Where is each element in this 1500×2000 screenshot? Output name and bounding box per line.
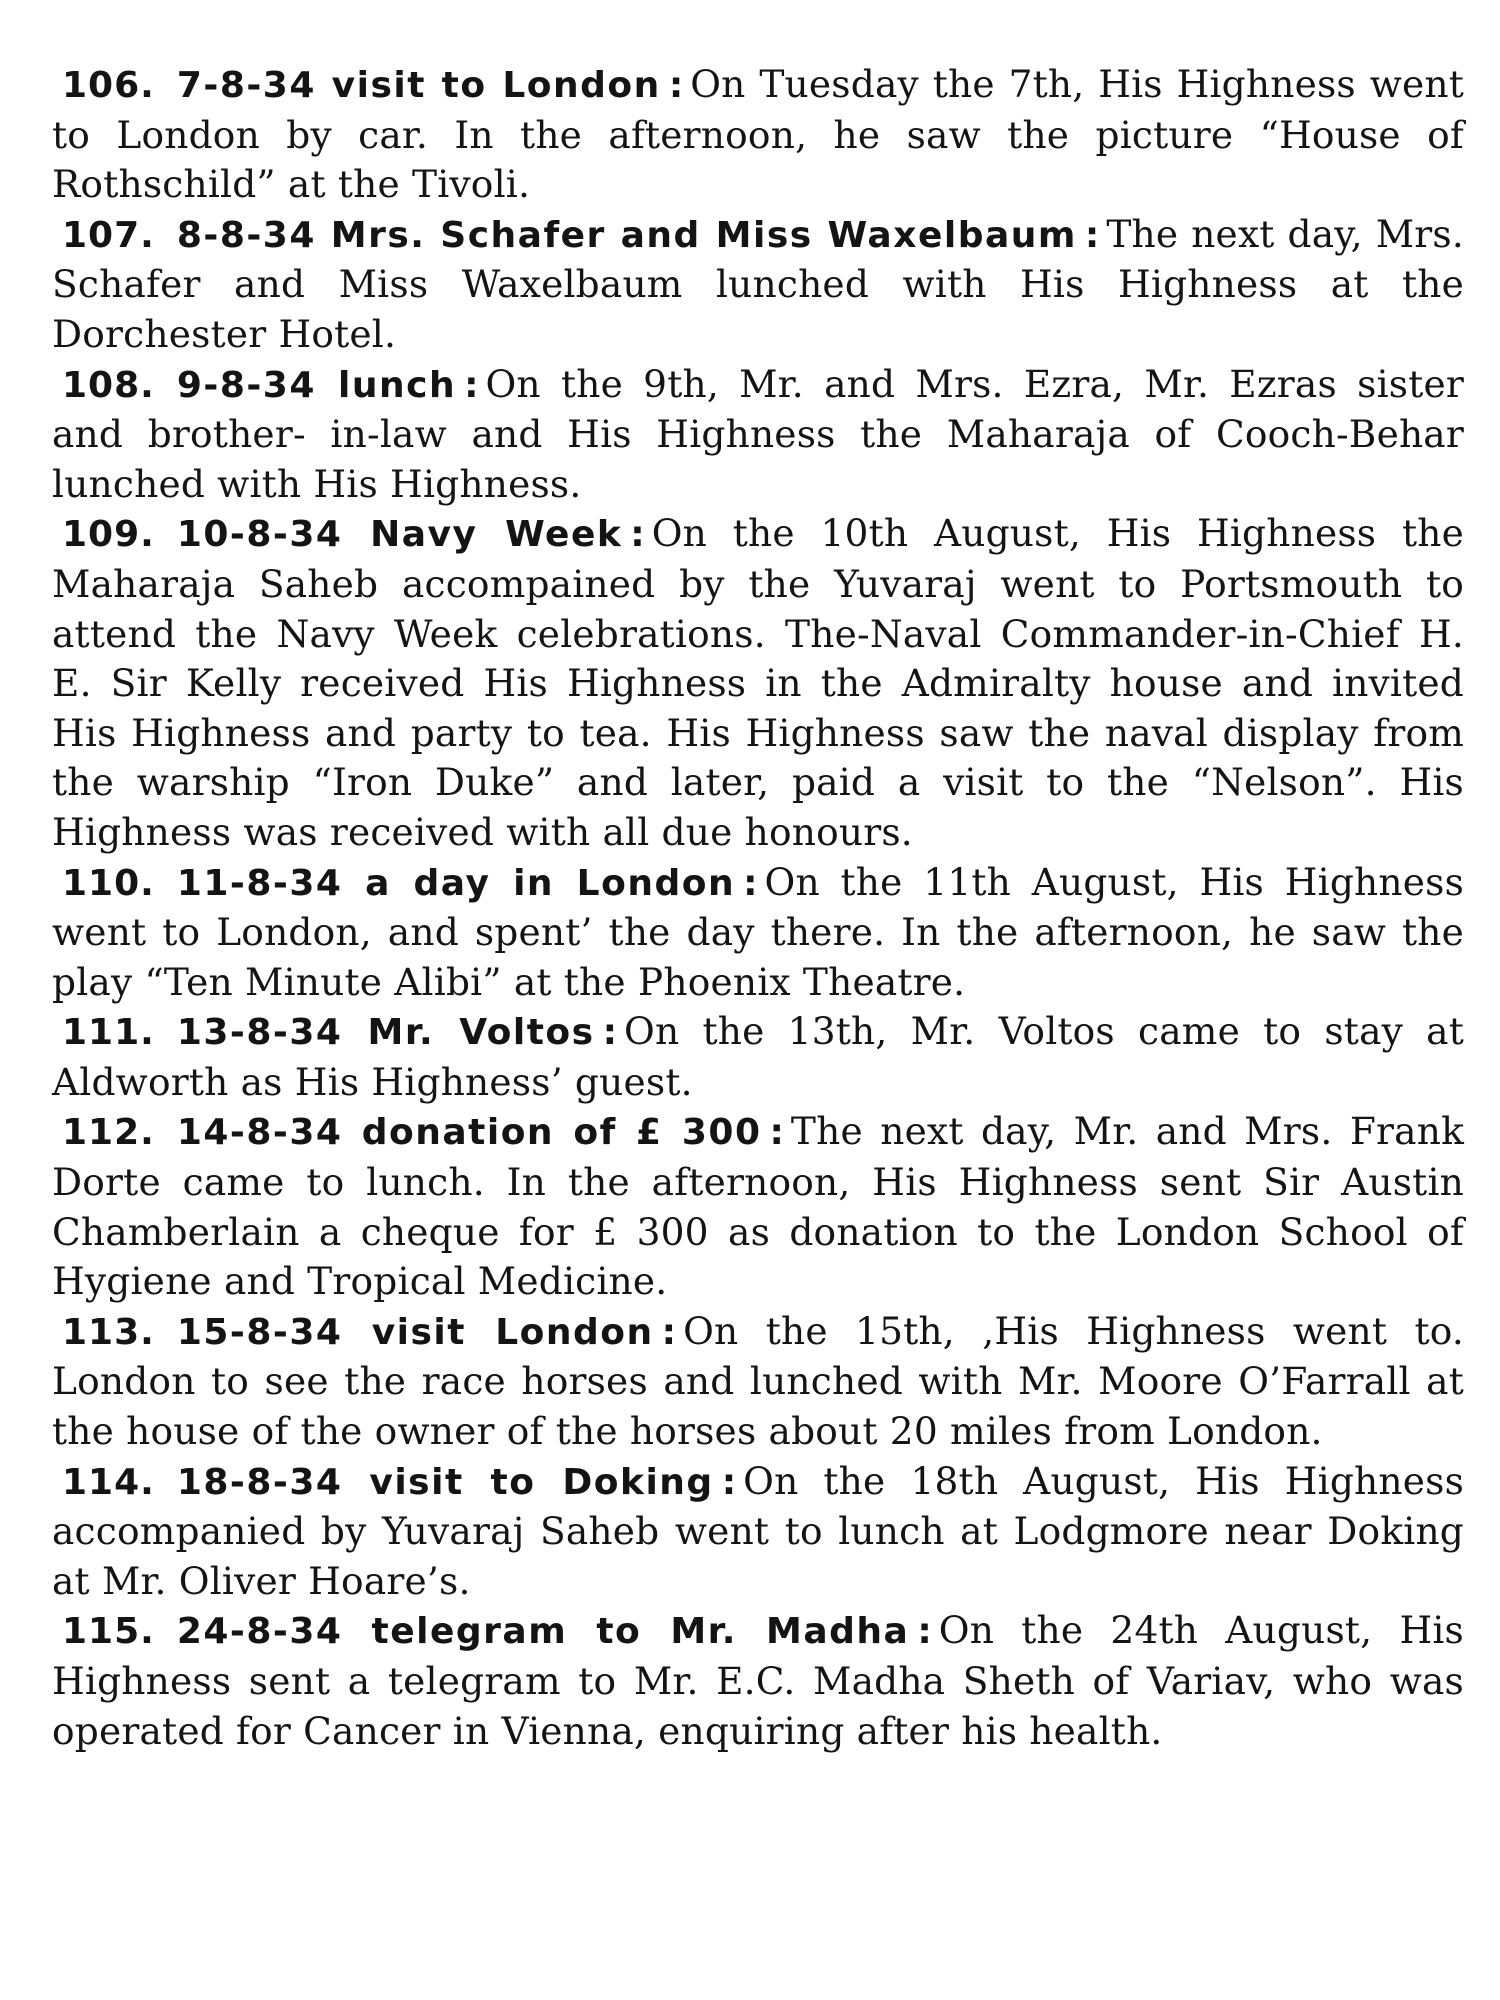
entry-number: 110.: [62, 862, 155, 904]
entry-heading: [52, 1112, 791, 1153]
entry-number: 106.: [62, 65, 155, 106]
entry-109: [52, 509, 1464, 857]
entry-115: [52, 1606, 1464, 1756]
entry-heading: [52, 863, 765, 904]
entry-number: 113.: [62, 1311, 155, 1353]
entry-text: On the 11th August, His Highness went to London, and spent’ the day there. In the afternoon, he saw the play “Ten Minute Alibi” at the Phoenix Theatre.: [52, 859, 1465, 1004]
entry-heading: [52, 215, 1106, 256]
entry-separator: :: [721, 1461, 738, 1503]
entry-text: On the 13th, Mr. Voltos came to stay at Aldworth as His Highness’ guest.: [52, 1009, 1465, 1104]
entry-text: On the 18th August, His Highness accompanied by Yuvaraj Saheb went to lunch at Lodgmore near Doking at Mr. Oliver Hoare’s.: [52, 1458, 1465, 1603]
entry-106: [52, 60, 1464, 210]
entry-heading: [52, 514, 652, 555]
entry-separator: :: [917, 1611, 933, 1653]
entry-number: 109.: [62, 514, 155, 556]
entry-title: 9-8-34 lunch: [176, 364, 457, 406]
entry-number: 111.: [62, 1012, 155, 1054]
entry-text: On the 15th, ,His Highness went to. London to see the race horses and lunched with Mr. Moore O’Farrall at the house of the owner of the horses about 20 miles from London.: [52, 1308, 1464, 1454]
entry-separator: :: [602, 1012, 618, 1054]
entry-title: 13-8-34 Mr. Voltos: [176, 1012, 595, 1054]
entry-heading: [52, 365, 485, 406]
entry-title: 14-8-34 donation of £ 300: [176, 1112, 762, 1154]
entry-heading: [52, 1611, 939, 1652]
entry-title: 8-8-34 Mrs. Schafer and Miss Waxelbaum: [176, 214, 1077, 256]
entry-number: 112.: [62, 1112, 155, 1154]
entry-title: 15-8-34 visit London: [176, 1311, 654, 1353]
entry-heading: [52, 1312, 683, 1353]
entry-separator: :: [769, 1112, 785, 1154]
entry-separator: :: [668, 65, 685, 106]
entry-108: [52, 360, 1464, 510]
entry-title: 7-8-34 visit to London: [176, 65, 661, 106]
entry-111: [52, 1007, 1464, 1107]
entry-107: [52, 210, 1464, 360]
entry-number: 114.: [62, 1461, 155, 1503]
entry-separator: :: [1084, 214, 1101, 256]
entry-number: 115.: [62, 1611, 155, 1653]
entry-number: 108.: [62, 364, 155, 406]
entry-title: 10-8-34 Navy Week: [176, 514, 623, 556]
entry-separator: :: [630, 514, 646, 556]
entry-number: 107.: [62, 214, 155, 256]
entry-heading: [52, 1462, 743, 1503]
entry-title: 18-8-34 visit to Doking: [176, 1461, 714, 1503]
entry-text: On Tuesday the 7th, His Highness went to London by car. In the afternoon, he saw the picture “House of Rothschild” at the Tivoli.: [52, 62, 1465, 207]
entry-heading: [52, 65, 690, 106]
entry-text: On the 9th, Mr. and Mrs. Ezra, Mr. Ezras sister and brother- in-law and His Highness the Maharaja of Cooch-Behar lunched with His Highness.: [52, 361, 1464, 506]
entry-text: On the 24th August, His Highness sent a telegram to Mr. E.C. Madha Sheth of Variav, who was operated for Cancer in Vienna, enquiring after his health.: [52, 1608, 1465, 1753]
entry-114: [52, 1457, 1464, 1607]
entry-text: The next day, Mr. and Mrs. Frank Dorte came to lunch. In the afternoon, His Highness sent Sir Austin Chamberlain a cheque for £ 300 as donation to the London School of Hygiene and Tropical Medicine.: [52, 1109, 1464, 1304]
entry-text: On the 10th August, His Highness the Maharaja Saheb accompained by the Yuvaraj went to Portsmouth to attend the Navy Week celebrations. The-Naval Commander-in-Chief H. E. Sir Kelly received His Highness in the Admiralty house and invited His Highness and party to tea. His Highness saw the naval display from the warship “Iron Duke” and later, paid a visit to the “Nelson”. His Highness was received with all due honours.: [52, 511, 1464, 854]
document-page: [52, 60, 1464, 1756]
entry-heading: [52, 1012, 624, 1053]
entry-title: 24-8-34 telegram to Mr. Madha: [176, 1611, 910, 1653]
entry-113: [52, 1307, 1464, 1457]
entry-text: The next day, Mrs. Schafer and Miss Waxelbaum lunched with His Highness at the Dorchester Hotel.: [52, 211, 1464, 356]
entry-title: 11-8-34 a day in London: [176, 862, 736, 904]
entry-112: [52, 1107, 1464, 1306]
entry-separator: :: [743, 862, 759, 904]
entry-110: [52, 858, 1464, 1008]
entry-separator: :: [661, 1311, 678, 1353]
entry-separator: :: [464, 364, 480, 406]
